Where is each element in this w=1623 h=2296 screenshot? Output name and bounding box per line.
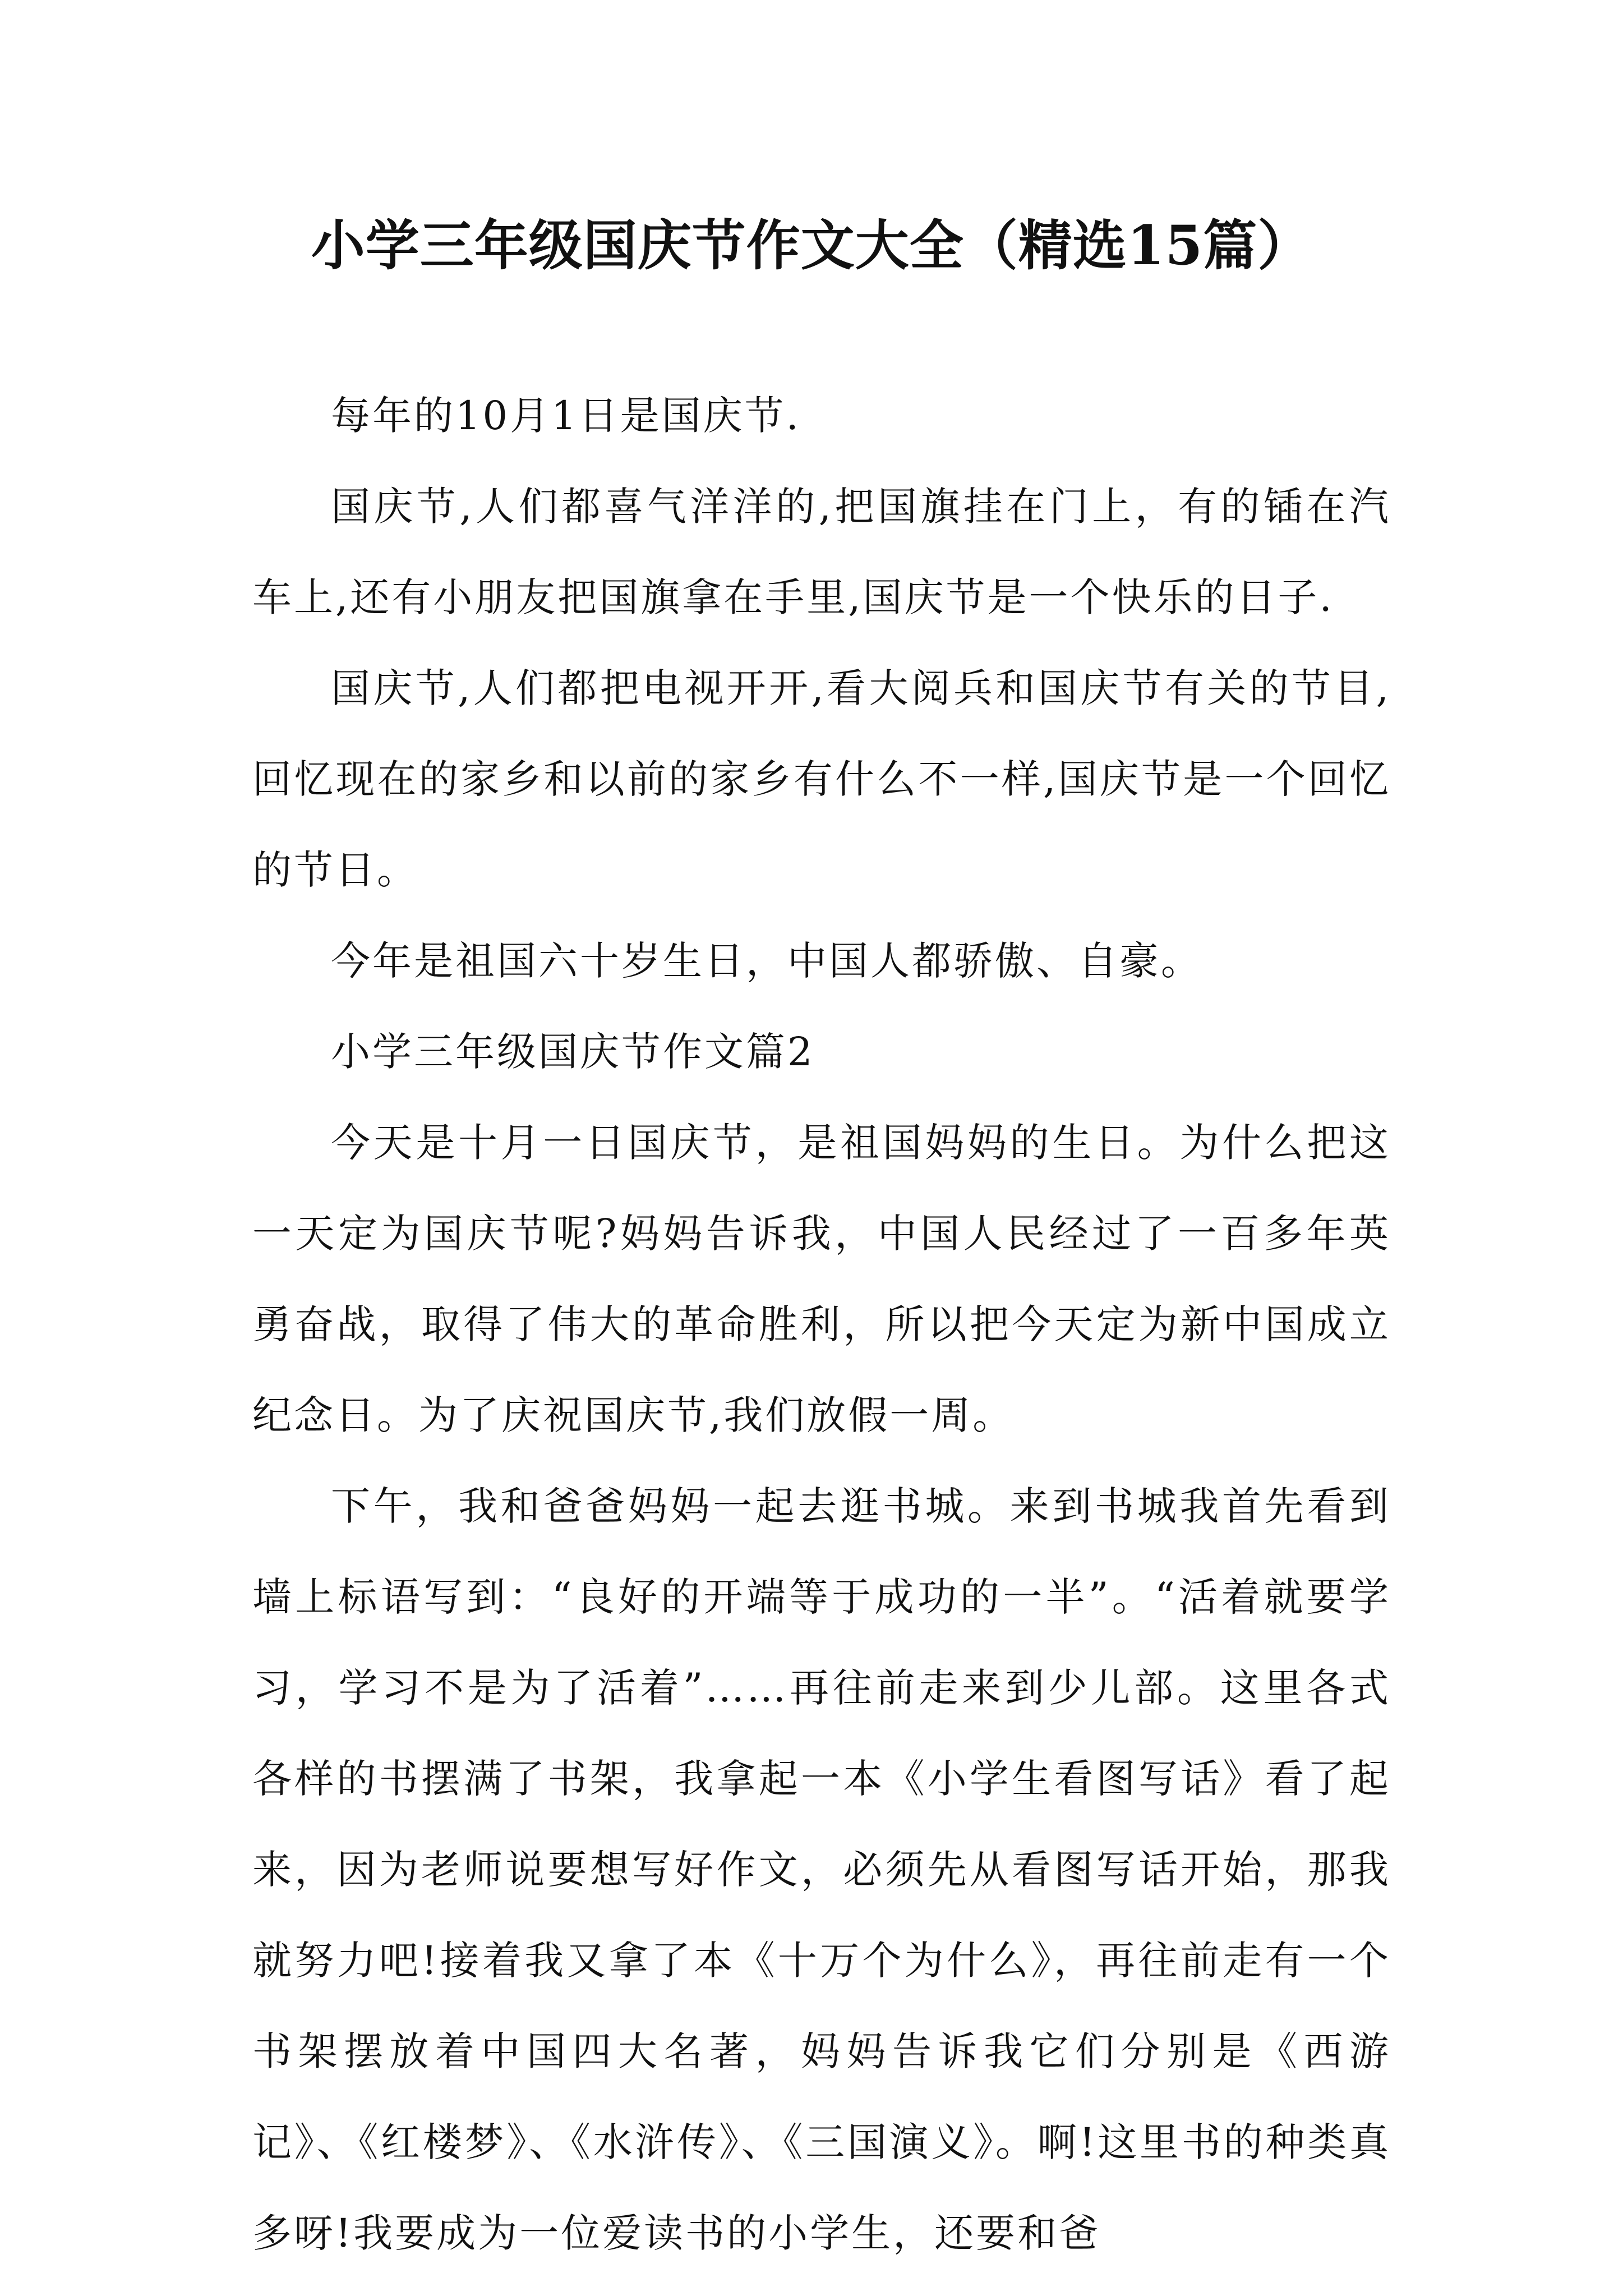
paragraph-6: 今天是十月一日国庆节，是祖国妈妈的生日。为什么把这一天定为国庆节呢?妈妈告诉我，中国人民经过了一百多年英勇奋战，取得了伟大的革命胜利，所以把今天定为新中国成立纪念日。为了庆祝国庆节,我们放假一周。 <box>252 1120 1391 1438</box>
paragraph-4: 今年是祖国六十岁生日，中国人都骄傲、自豪。 <box>331 938 1202 984</box>
section-heading-essay-2: 小学三年级国庆节作文篇2 <box>331 1029 815 1075</box>
paragraph-3: 国庆节,人们都把电视开开,看大阅兵和国庆节有关的节目,回忆现在的家乡和以前的家乡有什么不一样,国庆节是一个回忆的节日。 <box>252 665 1391 893</box>
paragraph-7: 下午，我和爸爸妈妈一起去逛书城。来到书城我首先看到墙上标语写到：“良好的开端等于成功的一半”。“活着就要学习，学习不是为了活着”……再往前走来到少儿部。这里各式各样的书摆满了书架，我拿起一本《小学生看图写话》看了起来，因为老师说要想写好作文，必须先从看图写话开始，那我就努力吧!接着我又拿了本《十万个为什么》，再往前走有一个书架摆放着中国四大名著，妈妈告诉我它们分别是《西游记》、《红楼梦》、《水浒传》、《三国演义》。啊!这里书的种类真多呀!我要成为一位爱读书的小学生，还要和爸 <box>252 1483 1391 2256</box>
document-title: 小学三年级国庆节作文大全（精选15篇） <box>311 214 1312 277</box>
paragraph-2: 国庆节,人们都喜气洋洋的,把国旗挂在门上，有的锸在汽车上,还有小朋友把国旗拿在手里,国庆节是一个快乐的日子. <box>252 484 1391 620</box>
paragraph-1: 每年的10月1日是国庆节. <box>331 393 801 439</box>
document-body <box>252 370 1391 2279</box>
